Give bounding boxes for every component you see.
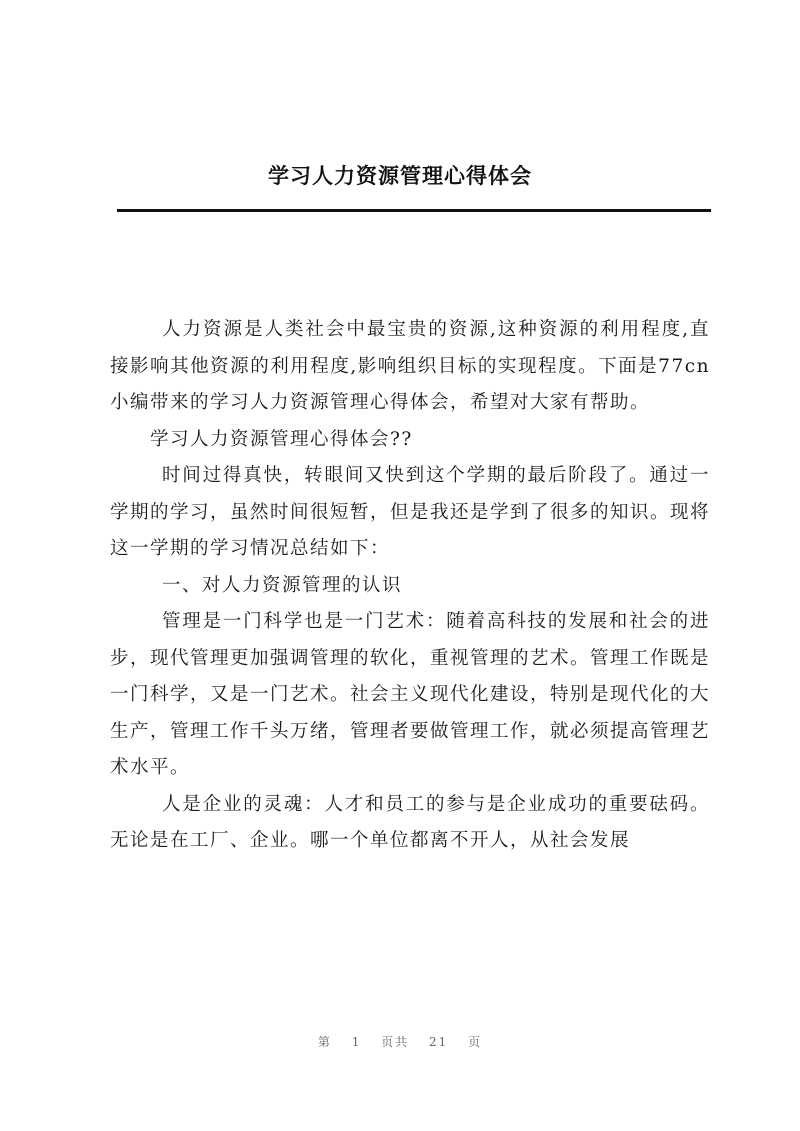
page-title: 学习人力资源管理心得体会 <box>268 163 532 188</box>
page-footer <box>0 1033 800 1050</box>
footer-middle: 页共 <box>381 1035 410 1049</box>
footer-total-pages: 21 <box>429 1035 449 1049</box>
paragraph-management: 管理是一门科学也是一门艺术：随着高科技的发展和社会的进步，现代管理更加强调管理的软化，重视管理的艺术。管理工作既是一门科学，又是一门艺术。社会主义现代化建设，特别是现代化的大生产，管理工作千头万绪，管理者要做管理工作，就必须提高管理艺术水平。 <box>110 611 711 778</box>
footer-prefix: 第 <box>317 1035 332 1049</box>
paragraph-people: 人是企业的灵魂：人才和员工的参与是企业成功的重要砝码。无论是在工厂、企业。哪一个单位都离不开人，从社会发展 <box>110 793 710 851</box>
paragraph-subtitle: 学习人力资源管理心得体会?? <box>150 428 413 450</box>
paragraph-opening: 时间过得真快，转眼间又快到这个学期的最后阶段了。通过一学期的学习，虽然时间很短暂，但是我还是学到了很多的知识。现将这一学期的学习情况总结如下： <box>110 465 711 559</box>
footer-current-page: 1 <box>351 1035 362 1049</box>
document-body <box>110 312 710 860</box>
footer-suffix: 页 <box>468 1035 483 1049</box>
section-heading-1: 一、对人力资源管理的认识 <box>162 574 403 596</box>
paragraph-intro: 人力资源是人类社会中最宝贵的资源,这种资源的利用程度,直接影响其他资源的利用程度,影响组织目标的实现程度。下面是77cn小编带来的学习人力资源管理心得体会，希望对大家有帮助。 <box>110 319 710 413</box>
title-divider <box>117 209 711 212</box>
